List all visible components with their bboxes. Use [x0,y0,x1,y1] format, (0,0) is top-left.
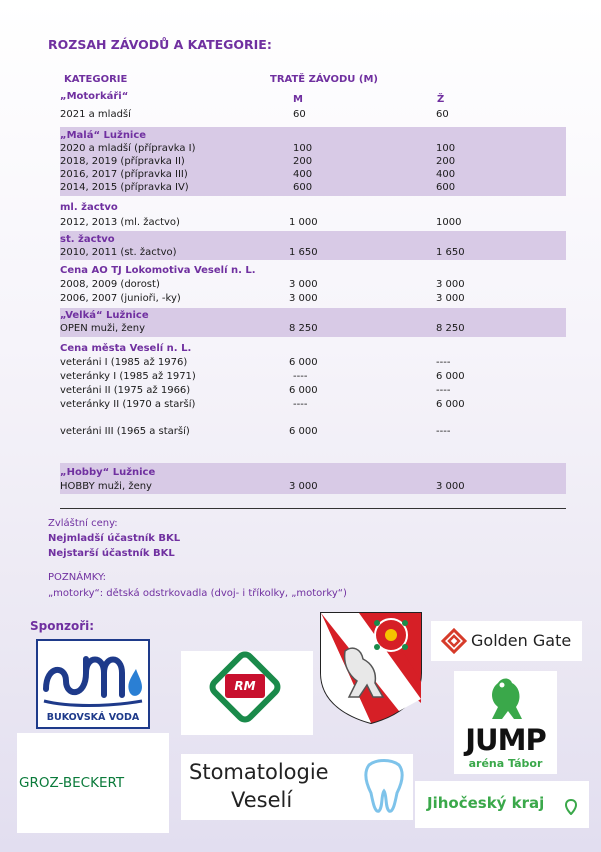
page-title: ROZSAH ZÁVODŮ A KATEGORIE: [48,37,272,52]
row-m: 600 [293,182,313,193]
row-label: OPEN muži, ženy [60,323,145,334]
row-z: 1000 [436,217,462,228]
notes-heading: POZNÁMKY: [48,572,107,583]
table-row [60,292,566,305]
row-m: 100 [293,143,313,154]
table-row [60,108,566,121]
row-m: 6 000 [289,385,318,396]
groz-beckert-text: GROZ-BECKERT [19,775,125,791]
row-z: ---- [436,385,451,396]
header-z: Ž [437,94,445,105]
bukovska-wave-icon [38,645,148,711]
section-name: „Motorkáři“ [60,91,129,102]
table-row [60,278,566,291]
row-z: 3 000 [436,293,465,304]
row-label: veteránky I (1985 až 1971) [60,371,196,382]
row-z: ---- [436,426,451,437]
stomatologie-logo [181,754,413,820]
row-m: ---- [293,371,308,382]
rm-text: RM [225,674,265,698]
jump-arena-logo [454,671,557,774]
row-z: 100 [436,143,456,154]
row-z: 600 [436,182,456,193]
row-label: 2012, 2013 (ml. žactvo) [60,217,180,228]
section-name: Cena AO TJ Lokomotiva Veselí n. L. [60,265,256,276]
table-row [60,425,566,438]
row-label: veteráni II (1975 až 1966) [60,385,191,396]
golden-gate-logo [431,621,582,661]
row-m: 6 000 [289,426,318,437]
row-m: 60 [293,109,306,120]
row-z: 200 [436,156,456,167]
table-row [60,168,566,181]
veseli-coat-of-arms [319,611,423,725]
row-z: 60 [436,109,449,120]
row-label: HOBBY muži, ženy [60,481,152,492]
tooth-icon [363,759,405,815]
section-name: ml. žactvo [60,202,118,213]
coat-of-arms-icon [319,611,423,725]
bukovska-text: BUKOVSKÁ VODA [46,712,140,723]
bukovska-voda-logo [36,639,150,729]
row-z: 3 000 [436,481,465,492]
section-heading [60,129,566,142]
row-label: 2016, 2017 (přípravka III) [60,169,188,180]
special-item: Nejmladší účastník BKL [48,533,181,544]
stomatologie-text: Stomatologie [189,760,329,784]
section-heading [60,466,566,479]
row-label: 2008, 2009 (dorost) [60,279,160,290]
section-name: Cena města Veselí n. L. [60,343,192,354]
jihocesky-kraj-logo [415,781,589,828]
section-heading [60,342,566,355]
row-label: veteráni I (1985 až 1976) [60,357,188,368]
jump-sub-text: aréna Tábor [468,757,543,770]
row-label: 2021 a mladší [60,109,131,120]
row-z: 400 [436,169,456,180]
row-m: 1 000 [289,217,318,228]
table-row [60,155,566,168]
jump-text: JUMP [465,723,546,757]
stomatologie-text-2: Veselí [231,788,293,812]
section-name: „Velká“ Lužnice [60,310,149,321]
row-m: ---- [293,399,308,410]
header-trate: TRATĚ ZÁVODU (M) [270,74,378,85]
rm-logo [181,651,313,735]
section-heading [60,90,566,103]
table-row [60,356,566,369]
row-label: veteráni III (1965 a starší) [60,426,190,437]
special-item: Nejstarší účastník BKL [48,548,175,559]
section-name: „Hobby“ Lužnice [60,467,156,478]
notes-text: „motorky“: dětská odstrkovadla (dvoj- i tříkolky, „motorky“) [48,588,347,599]
table-row [60,181,566,194]
golden-gate-text: Golden Gate [471,631,572,650]
golden-gate-icon [441,628,467,654]
jihocesky-text: Jihočeský kraj [427,794,545,812]
table-row [60,398,566,411]
section-name: „Malá“ Lužnice [60,130,147,141]
row-z: 1 650 [436,247,465,258]
row-label: 2010, 2011 (st. žactvo) [60,247,177,258]
table-row [60,246,566,259]
header-m: M [293,94,303,105]
sponsors-heading: Sponzoři: [30,619,95,633]
row-m: 400 [293,169,313,180]
row-z: ---- [436,357,451,368]
section-name: st. žactvo [60,234,115,245]
row-z: 6 000 [436,371,465,382]
table-row [60,322,566,335]
section-heading [60,233,566,246]
frog-icon [480,675,530,725]
section-heading [60,309,566,322]
row-label: 2006, 2007 (junioři, -ky) [60,293,181,304]
row-m: 200 [293,156,313,167]
row-label: 2020 a mladší (přípravka I) [60,143,196,154]
row-m: 3 000 [289,279,318,290]
row-m: 1 650 [289,247,318,258]
special-heading: Zvláštní ceny: [48,518,118,529]
row-m: 8 250 [289,323,318,334]
row-z: 6 000 [436,399,465,410]
row-m: 6 000 [289,357,318,368]
table-row [60,142,566,155]
groz-beckert-logo [17,733,169,833]
section-heading [60,201,566,214]
row-label: veteránky II (1970 a starší) [60,399,196,410]
table-row [60,370,566,383]
row-m: 3 000 [289,293,318,304]
row-z: 3 000 [436,279,465,290]
table-bottom-rule [60,508,566,509]
table-row [60,480,566,493]
row-label: 2014, 2015 (přípravka IV) [60,182,189,193]
section-heading [60,264,566,277]
location-pin-icon [565,799,577,815]
row-m: 3 000 [289,481,318,492]
header-kategorie: KATEGORIE [64,74,128,85]
table-row [60,384,566,397]
row-z: 8 250 [436,323,465,334]
row-label: 2018, 2019 (přípravka II) [60,156,185,167]
table-row [60,216,566,229]
